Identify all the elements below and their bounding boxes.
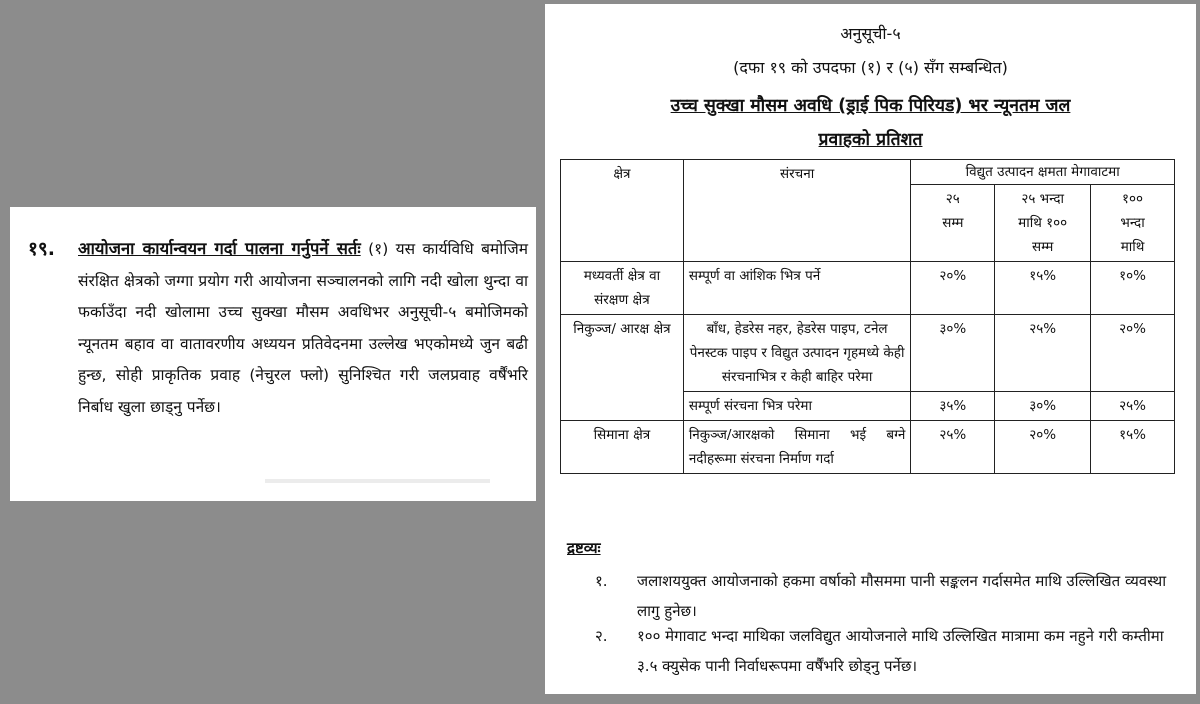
row-value-25-to-100: १५% xyxy=(995,262,1091,315)
row-structure: सम्पूर्ण संरचना भित्र परेमा xyxy=(683,392,911,421)
row-value-above-100: २५% xyxy=(1091,392,1175,421)
schedule-5-panel xyxy=(545,4,1196,694)
note-text: जलाशययुक्त आयोजनाको हकमा वर्षाको मौसममा पानी सङ्कलन गर्दासमेत माथि उल्लिखित व्यवस्था लागु हुनेछ। xyxy=(637,572,1167,620)
header-structure: संरचना xyxy=(683,160,911,262)
table-header-row xyxy=(561,160,1175,185)
row-structure: बाँध, हेडरेस नहर, हेडरेस पाइप, टनेल पेनस्टक पाइप र विद्युत उत्पादन गृहमध्ये केही संरचनाभित्र र केही बाहिर परेमा xyxy=(683,315,911,392)
schedule-heading-line1: उच्च सुक्खा मौसम अवधि (ड्राई पिक पिरियड) भर न्यूनतम जल xyxy=(670,96,1071,116)
row-value-upto-25: ३०% xyxy=(911,315,995,392)
divider xyxy=(265,479,490,483)
subheader-above-100: १०० भन्दा माथि xyxy=(1091,185,1175,262)
row-value-25-to-100: २०% xyxy=(995,421,1091,474)
clause-number: १९. xyxy=(28,238,55,260)
clause-title: आयोजना कार्यान्वयन गर्दा पालना गर्नुपर्ने सर्तः xyxy=(78,239,361,258)
note-number: १. xyxy=(595,572,608,590)
note-number: २. xyxy=(595,627,608,645)
row-area: निकुञ्ज/ आरक्ष क्षेत्र xyxy=(561,315,684,421)
header-area: क्षेत्र xyxy=(561,160,684,262)
row-value-above-100: १०% xyxy=(1091,262,1175,315)
row-value-above-100: १५% xyxy=(1091,421,1175,474)
clause-19-panel xyxy=(10,207,536,501)
subheader-upto-25: २५ सम्म xyxy=(911,185,995,262)
table-row xyxy=(561,315,1175,392)
row-value-above-100: २०% xyxy=(1091,315,1175,392)
row-area: मध्यवर्ती क्षेत्र वा संरक्षण क्षेत्र xyxy=(561,262,684,315)
row-value-25-to-100: २५% xyxy=(995,315,1091,392)
header-capacity: विद्युत उत्पादन क्षमता मेगावाटमा xyxy=(911,160,1175,185)
schedule-title: अनुसूची-५ xyxy=(840,24,901,43)
row-structure: निकुञ्ज/आरक्षको सिमाना भई बग्ने नदीहरूमा संरचना निर्माण गर्दा xyxy=(683,421,911,474)
note-text: १०० मेगावाट भन्दा माथिका जलविद्युत आयोजनाले माथि उल्लिखित मात्रामा कम नहुने गरी कम्तीमा ३.५ क्युसेक पानी निर्वाधरूपमा वर्षैंभरि छोड्नु पर्नेछ। xyxy=(637,627,1164,675)
table-row xyxy=(561,262,1175,315)
row-area: सिमाना क्षेत्र xyxy=(561,421,684,474)
row-value-upto-25: २५% xyxy=(911,421,995,474)
row-value-25-to-100: ३०% xyxy=(995,392,1091,421)
schedule-reference: (दफा १९ को उपदफा (१) र (५) सँग सम्बन्धित) xyxy=(733,58,1008,77)
notes-title: द्रष्टव्यः xyxy=(567,539,601,557)
clause-text: (१) यस कार्यविधि बमोजिम संरक्षित क्षेत्रको जग्गा प्रयोग गरी आयोजना सञ्चालनको लागि नदी खोला थुन्दा वा फर्काउँदा नदी खोलामा उच्च सुक्खा मौसम अवधिभर अनुसूची-५ बमोजिमको न्यूनतम बहाव वा वातावरणीय अध्ययन प्रतिवेदनमा उल्लेख भएकोमध्ये जुन बढी हुन्छ, सोही प्राकृतिक प्रवाह (नेचुरल फ्लो) सुनिश्चित गरी जलप्रवाह वर्षैंभरि निर्बाध खुला छाड्नु पर्नेछ। xyxy=(78,240,528,416)
subheader-25-to-100: २५ भन्दा माथि १०० सम्म xyxy=(995,185,1091,262)
row-value-upto-25: २०% xyxy=(911,262,995,315)
row-structure: सम्पूर्ण वा आंशिक भित्र पर्ने xyxy=(683,262,911,315)
table-row xyxy=(561,421,1175,474)
min-flow-table xyxy=(560,159,1175,474)
row-value-upto-25: ३५% xyxy=(911,392,995,421)
clause-body xyxy=(78,233,528,423)
schedule-heading-line2: प्रवाहको प्रतिशत xyxy=(818,130,923,150)
